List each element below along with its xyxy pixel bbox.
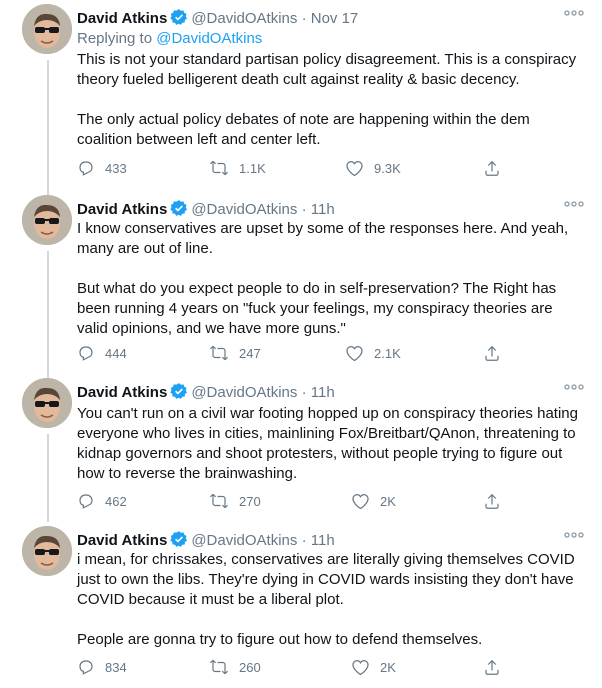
replying-to-label: Replying to: [77, 30, 153, 47]
tweet-paragraph: I know conservatives are upset by some of the responses here. And yeah, many are out of line.: [77, 220, 569, 257]
tweet-paragraph: People are gonna try to figure out how to defend themselves.: [77, 631, 483, 648]
reply-count: 462: [105, 493, 127, 509]
retweet-icon: [209, 492, 229, 510]
author-name[interactable]: David Atkins: [77, 384, 168, 401]
author-name[interactable]: David Atkins: [77, 532, 168, 549]
share-icon: [483, 344, 501, 363]
retweet-button[interactable]: [209, 343, 261, 363]
author-handle[interactable]: @DavidOAtkins: [191, 384, 298, 401]
tweet[interactable]: [0, 191, 602, 376]
tweet-actions: [0, 158, 602, 178]
like-count: 2.1K: [374, 345, 401, 361]
avatar-image: [22, 4, 72, 54]
tweet[interactable]: [0, 374, 602, 524]
tweet-header: [77, 8, 582, 28]
like-count: 9.3K: [374, 160, 401, 176]
tweet-text: [77, 404, 587, 484]
like-button[interactable]: [345, 158, 401, 178]
share-button[interactable]: [483, 657, 501, 677]
separator: ·: [301, 384, 307, 401]
share-button[interactable]: [483, 491, 501, 511]
reply-button[interactable]: [77, 657, 127, 677]
tweet-paragraph: i mean, for chrissakes, conservatives are literally giving themselves COVID just to own the libs. They're dying in COVID wards insisting they don't have COVID because it must be a liberal plot.: [77, 551, 575, 608]
share-icon: [483, 159, 501, 178]
timestamp[interactable]: 11h: [310, 201, 335, 218]
tweet-text: [77, 50, 587, 150]
reply-button[interactable]: [77, 491, 127, 511]
share-button[interactable]: [483, 158, 501, 178]
avatar-image: [22, 378, 72, 428]
tweet-header: [77, 382, 582, 402]
tweet-paragraph: But what do you expect people to do in self-preservation? The Right has been running 4 years on "fuck your feelings, my conspiracy theories are valid opinions, and we have more guns.": [77, 280, 557, 337]
verified-badge-icon: [170, 530, 188, 548]
verified-badge-icon: [170, 8, 188, 26]
author-name[interactable]: David Atkins: [77, 201, 168, 218]
replying-to: [77, 29, 262, 49]
separator: ·: [301, 201, 307, 218]
more-options-icon[interactable]: [564, 8, 584, 18]
reply-icon: [77, 492, 95, 510]
tweet[interactable]: [0, 522, 602, 688]
verified-badge-icon: [170, 199, 188, 217]
reply-icon: [77, 344, 95, 362]
timestamp[interactable]: 11h: [310, 532, 335, 549]
tweet-header: [77, 199, 582, 219]
separator: ·: [301, 532, 307, 549]
tweet-paragraph: You can't run on a civil war footing hopped up on conspiracy theories hating everyone who lives in cities, mainlining Fox/Breitbart/QAnon, threatening to kidnap governors and shoot protesters, without people trying to figure out how to reverse the brainwashing.: [77, 405, 578, 482]
avatar-image: [22, 526, 72, 576]
author-handle[interactable]: @DavidOAtkins: [191, 10, 298, 27]
tweet-text: [77, 550, 587, 650]
avatar-image: [22, 195, 72, 245]
reply-icon: [77, 159, 95, 177]
verified-badge-icon: [170, 382, 188, 400]
share-icon: [483, 492, 501, 511]
reply-count: 433: [105, 160, 127, 176]
tweet-text: [77, 219, 587, 339]
like-count: 2K: [380, 493, 396, 509]
author-handle[interactable]: @DavidOAtkins: [191, 532, 298, 549]
like-button[interactable]: [345, 343, 401, 363]
tweet-paragraph: This is not your standard partisan policy disagreement. This is a conspiracy theory fueled belligerent death cult against reality & basic decency.: [77, 51, 577, 88]
tweet-actions: [0, 491, 602, 511]
like-count: 2K: [380, 659, 396, 675]
retweet-button[interactable]: [209, 657, 261, 677]
tweet[interactable]: [0, 0, 602, 190]
separator: ·: [301, 10, 307, 27]
retweet-count: 1.1K: [239, 160, 266, 176]
like-icon: [345, 159, 364, 177]
avatar[interactable]: [22, 378, 72, 428]
more-options-icon[interactable]: [564, 199, 584, 209]
retweet-count: 260: [239, 659, 261, 675]
like-icon: [351, 492, 370, 510]
like-icon: [345, 344, 364, 362]
author-handle[interactable]: @DavidOAtkins: [191, 201, 298, 218]
avatar[interactable]: [22, 4, 72, 54]
avatar[interactable]: [22, 195, 72, 245]
retweet-count: 270: [239, 493, 261, 509]
like-button[interactable]: [351, 657, 396, 677]
reply-count: 834: [105, 659, 127, 675]
like-button[interactable]: [351, 491, 396, 511]
retweet-icon: [209, 159, 229, 177]
author-name[interactable]: David Atkins: [77, 10, 168, 27]
avatar[interactable]: [22, 526, 72, 576]
tweet-paragraph: The only actual policy debates of note are happening within the dem coalition between left and center left.: [77, 111, 530, 148]
more-options-icon[interactable]: [564, 382, 584, 392]
replying-to-mention[interactable]: @DavidOAtkins: [156, 30, 263, 47]
tweet-actions: [0, 343, 602, 363]
tweet-actions: [0, 657, 602, 677]
reply-button[interactable]: [77, 343, 127, 363]
tweet-header: [77, 530, 582, 550]
more-options-icon[interactable]: [564, 530, 584, 540]
reply-icon: [77, 658, 95, 676]
timestamp[interactable]: Nov 17: [310, 10, 359, 27]
retweet-icon: [209, 658, 229, 676]
timestamp[interactable]: 11h: [310, 384, 335, 401]
share-icon: [483, 658, 501, 677]
retweet-button[interactable]: [209, 158, 266, 178]
retweet-count: 247: [239, 345, 261, 361]
retweet-icon: [209, 344, 229, 362]
like-icon: [351, 658, 370, 676]
retweet-button[interactable]: [209, 491, 261, 511]
reply-button[interactable]: [77, 158, 127, 178]
reply-count: 444: [105, 345, 127, 361]
share-button[interactable]: [483, 343, 501, 363]
